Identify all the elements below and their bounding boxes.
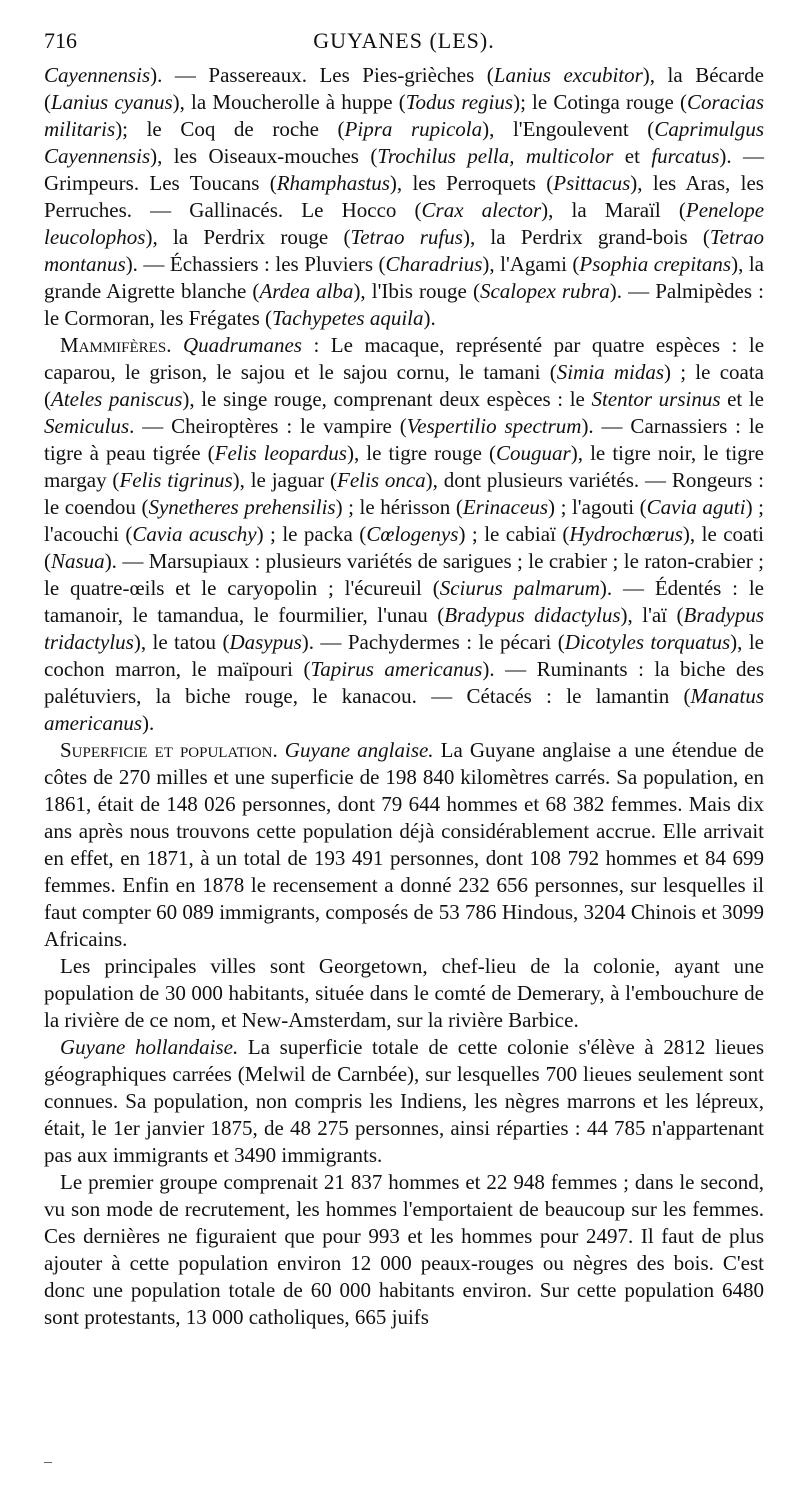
italic-text: Cœlogenys bbox=[366, 522, 459, 546]
text-run: ). — Ruminants : la biche des palétuviers, la biche rouge, le kanacou. — Cétacés : le lamantin ( bbox=[44, 657, 764, 708]
text-run: ), le singe rouge, comprenant deux espèces : le bbox=[182, 387, 592, 411]
italic-text: Trochilus pella, multicolor bbox=[377, 144, 614, 168]
text-run: ), la Moucherolle à huppe ( bbox=[172, 90, 406, 114]
italic-text: Dasypus bbox=[229, 630, 302, 654]
italic-text: Simia midas bbox=[556, 360, 664, 384]
text-run: ), la Maraïl ( bbox=[541, 198, 686, 222]
italic-text: Charadrius bbox=[385, 252, 483, 276]
italic-text: Manatus americanus bbox=[44, 684, 764, 735]
text-run: ). — Pachydermes : le pécari ( bbox=[301, 630, 565, 654]
section-lead: Mammifères. bbox=[60, 333, 172, 357]
italic-text: Penelope leucolophos bbox=[44, 198, 765, 249]
italic-text: Lanius cyanus bbox=[51, 90, 173, 114]
text-run: ). — Échassiers : les Pluviers ( bbox=[125, 252, 386, 276]
paragraph-surface-population bbox=[44, 737, 764, 953]
text-run: ). — Passereaux. Les Pies-grièches ( bbox=[150, 63, 494, 87]
italic-text: Rhamphastus bbox=[276, 171, 390, 195]
text-run: Les principales villes sont Georgetown, chef-lieu de la colonie, ayant une population de 30 000 habitants, située dans le comté de Demerary, à l'embouchure de la rivière de ce nom, et New-Amsterdam, sur la rivière Barbice. bbox=[44, 954, 764, 1032]
italic-text: Bradypus tridactylus bbox=[44, 603, 764, 654]
italic-text: Tetrao montanus bbox=[44, 225, 765, 276]
paragraph-birds bbox=[44, 62, 764, 332]
text-run bbox=[278, 738, 285, 762]
text-run: ), le tigre rouge ( bbox=[346, 441, 497, 465]
italic-text: Erinaceus bbox=[462, 495, 548, 519]
text-run: ), l'aï ( bbox=[620, 603, 684, 627]
section-lead: Superficie et population. bbox=[60, 738, 278, 762]
text-run: ), l'Ibis rouge ( bbox=[353, 279, 480, 303]
text-run: ), les Aras, les Perruches. — Gallinacés. Le Hocco ( bbox=[44, 171, 764, 222]
italic-text: Synetheres prehensilis bbox=[148, 495, 336, 519]
text-run: ), le tatou ( bbox=[133, 630, 230, 654]
italic-text: Felis leopardus bbox=[214, 441, 347, 465]
italic-text: Quadrumanes bbox=[182, 333, 302, 357]
text-run: ). — Grimpeurs. Les Toucans ( bbox=[44, 144, 764, 195]
italic-text: Tetrao rufus bbox=[350, 225, 463, 249]
page-header bbox=[44, 28, 764, 62]
italic-text: Todus regius bbox=[405, 90, 514, 114]
text-run: ), la grande Aigrette blanche ( bbox=[44, 252, 765, 303]
italic-text: Dicotyles torquatus bbox=[564, 630, 731, 654]
text-run: et bbox=[613, 144, 652, 168]
text-run: ), dont plusieurs variétés. — Rongeurs : le coendou ( bbox=[44, 468, 764, 519]
text-run: ), les Oiseaux-mouches ( bbox=[150, 144, 378, 168]
italic-text: Psophia crepitans bbox=[579, 252, 732, 276]
italic-text: Felis onca bbox=[337, 468, 426, 492]
italic-text: Ateles paniscus bbox=[51, 387, 183, 411]
text-run: ) ; le packa ( bbox=[256, 522, 367, 546]
text-run: ). — Palmipèdes : le Cormoran, les Frégates ( bbox=[44, 279, 764, 330]
text-run: ), le tigre noir, le tigre margay ( bbox=[44, 441, 764, 492]
text-run: La Guyane anglaise a une étendue de côtes de 270 milles et une superficie de 198 840 kilomètres carrés. Sa population, en 1861, était de 148 026 personnes, dont 79 644 hommes et 68 382 femmes. Mais dix ans après nous trouvons cette population déjà considérablement accrue. Elle arrivait en effet, en 1871, à un total de 193 491 personnes, dont 108 792 hommes et 84 699 femmes. Enfin en 1878 le recensement a donné 232 656 personnes, sur lesquelles il faut compter 60 089 immigrants, composés de 53 786 Hindous, 3204 Chinois et 3099 Africains. bbox=[44, 738, 764, 951]
text-run: Le premier groupe comprenait 21 837 hommes et 22 948 femmes ; dans le second, vu son mode de recrutement, les hommes l'emportaient de beaucoup sur les femmes. Ces dernières ne figuraient que pour 993 et les hommes pour 2497. Il faut de plus ajouter à cette population environ 12 000 peaux-rouges ou nègres des bois. C'est donc une population totale de 60 000 habitants environ. Sur cette population 6480 sont protestants, 13 000 catholiques, 665 juifs bbox=[44, 1170, 764, 1329]
running-title: GUYANES (LES). bbox=[313, 28, 495, 53]
text-run: ), la Perdrix rouge ( bbox=[145, 225, 351, 249]
italic-text: Caprimulgus Cayennensis bbox=[44, 117, 764, 168]
paragraph-mammals bbox=[44, 332, 764, 737]
italic-text: Vespertilio spectrum bbox=[406, 414, 582, 438]
text-run: ), le jaguar ( bbox=[232, 468, 338, 492]
text-run: ). bbox=[142, 711, 155, 735]
italic-text: Felis tigrinus bbox=[119, 468, 233, 492]
paragraph-dutch-guiana bbox=[44, 1034, 764, 1169]
italic-text: Tachypetes aquila bbox=[272, 306, 424, 330]
text-run bbox=[171, 333, 183, 357]
text-run: ). — Édentés : le tamanoir, le tamandua, le fourmilier, l'unau ( bbox=[44, 576, 764, 627]
text-run: ) ; le coata ( bbox=[44, 360, 765, 411]
text-run: ); le Cotinga rouge ( bbox=[513, 90, 687, 114]
text-run: ). — Marsupiaux : plusieurs variétés de sarigues ; le crabier ; le raton-crabier ; le quatre-œils et le caryopolin ; l'écureuil ( bbox=[44, 549, 764, 600]
footer-rule bbox=[44, 1462, 52, 1463]
text-run: ). — Carnassiers : le tigre à peau tigrée ( bbox=[44, 414, 764, 465]
italic-text: Crax alector bbox=[421, 198, 542, 222]
italic-text: Scalopex rubra bbox=[479, 279, 610, 303]
text-run: ), les Perroquets ( bbox=[389, 171, 554, 195]
italic-text: Sciurus palmarum bbox=[439, 576, 600, 600]
paragraph-principal-towns bbox=[44, 953, 764, 1034]
italic-text: Lanius excubitor bbox=[493, 63, 643, 87]
italic-text: Psittacus bbox=[553, 171, 631, 195]
italic-text: Hydrochœrus bbox=[569, 522, 683, 546]
italic-text: Pipra rupicola bbox=[344, 117, 483, 141]
italic-text: furcatus bbox=[651, 144, 720, 168]
text-run: ); le Coq de roche ( bbox=[115, 117, 345, 141]
text-run: ) ; le hérisson ( bbox=[335, 495, 463, 519]
text-run: ), le coati ( bbox=[44, 522, 765, 573]
italic-text: Nasua bbox=[51, 549, 105, 573]
text-run: La superficie totale de cette colonie s'élève à 2812 lieues géographiques carrées (Melwil de Carnbée), sur lesquelles 700 lieues seulement sont connues. Sa population, non compris les Indiens, les nègres marrons et les lépreux, était, le 1er janvier 1875, de 48 275 personnes, ainsi réparties : 44 785 n'appartenant pas aux immigrants et 3490 immigrants. bbox=[44, 1035, 764, 1167]
italic-text: Couguar bbox=[496, 441, 571, 465]
text-run: ), la Perdrix grand-bois ( bbox=[462, 225, 710, 249]
italic-text: Guyane anglaise. bbox=[284, 738, 434, 762]
text-run: ). bbox=[423, 306, 436, 330]
paragraph-population-groups bbox=[44, 1169, 764, 1331]
italic-text: Cavia acuschy bbox=[132, 522, 257, 546]
text-run: ) ; l'acouchi ( bbox=[44, 495, 764, 546]
italic-text: Stentor ursinus bbox=[591, 387, 721, 411]
page-number: 716 bbox=[44, 28, 77, 53]
italic-text: Guyane hollandaise. bbox=[60, 1035, 239, 1059]
italic-text: Ardea alba bbox=[259, 279, 354, 303]
text-run: : Le macaque, représenté par quatre espèces : le caparou, le grison, le sajou et le sajou cornu, le tamani ( bbox=[44, 333, 765, 384]
italic-text: Bradypus didactylus bbox=[444, 603, 621, 627]
text-run: et le bbox=[720, 387, 764, 411]
body-text bbox=[44, 62, 764, 1331]
text-run: ), l'Engoulevent ( bbox=[482, 117, 655, 141]
text-run: ) ; l'agouti ( bbox=[548, 495, 647, 519]
italic-text: Coracias militaris bbox=[44, 90, 764, 141]
text-run: ), la Bécarde ( bbox=[44, 63, 764, 114]
text-run: ) ; le cabiaï ( bbox=[458, 522, 570, 546]
text-run: ), le cochon marron, le maïpouri ( bbox=[44, 630, 764, 681]
italic-text: Semiculus bbox=[44, 414, 130, 438]
text-run: . — Cheiroptères : le vampire ( bbox=[129, 414, 407, 438]
text-run: ), l'Agami ( bbox=[482, 252, 580, 276]
document-page bbox=[44, 28, 764, 1331]
italic-text: Tapirus americanus bbox=[310, 657, 483, 681]
italic-text: Cavia aguti bbox=[646, 495, 746, 519]
italic-text: Cayennensis bbox=[44, 63, 151, 87]
